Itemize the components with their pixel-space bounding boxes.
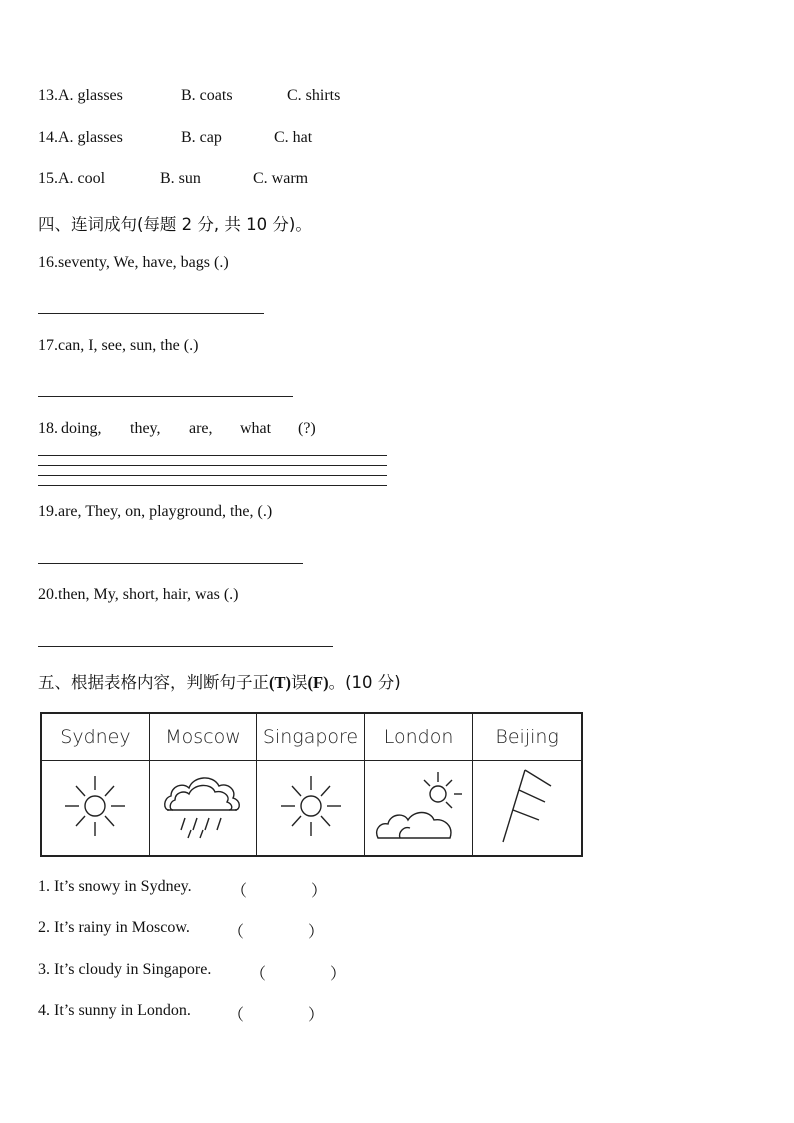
- item-18: [38, 420, 398, 440]
- weather-cell-singapore: [257, 761, 365, 857]
- city-header-sydney: Sydney: [41, 713, 149, 761]
- option-a: A. glasses: [58, 129, 123, 146]
- item-19: [38, 503, 272, 521]
- sun-cloud-icon: [374, 766, 464, 846]
- item-number: 18.: [38, 420, 58, 437]
- option-b: B. cap: [181, 129, 222, 146]
- option-a: A. cool: [58, 170, 106, 187]
- question-13: [38, 87, 341, 105]
- option-b: B. coats: [181, 87, 233, 104]
- answer-line-19[interactable]: [38, 563, 303, 564]
- answer-line-20[interactable]: [38, 646, 333, 647]
- city-header-beijing: Beijing: [473, 713, 582, 761]
- question-number: 13.: [38, 87, 58, 104]
- answer-paren-1[interactable]: （ ）: [231, 883, 328, 900]
- question-number: 15.: [38, 170, 58, 187]
- title-false-mark: (F): [307, 673, 329, 692]
- statement-text: 4. It’s sunny in London.: [38, 1002, 191, 1019]
- writing-line[interactable]: [38, 465, 387, 466]
- item-20: [38, 586, 239, 604]
- statement-text: 3. It’s cloudy in Singapore.: [38, 961, 212, 978]
- writing-line[interactable]: [38, 455, 387, 456]
- statement-2: [38, 919, 190, 937]
- statement-4: [38, 1002, 191, 1020]
- city-header-london: London: [364, 713, 472, 761]
- weather-cell-beijing: [473, 761, 582, 857]
- answer-paren-2[interactable]: （ ）: [228, 924, 325, 941]
- item-words: seventy, We, have, bags (.): [58, 254, 229, 271]
- item-words: are, They, on, playground, the, (.): [58, 503, 273, 520]
- item-words: can, I, see, sun, the (.): [58, 337, 199, 354]
- option-c: C. warm: [253, 170, 309, 187]
- rain-cloud-icon: [161, 766, 245, 846]
- wind-flag-icon: [495, 766, 559, 846]
- item-number: 17.: [38, 337, 58, 354]
- writing-line[interactable]: [38, 485, 387, 486]
- item-17: [38, 337, 198, 355]
- weather-cell-sydney: [41, 761, 149, 857]
- statement-text: 1. It’s snowy in Sydney.: [38, 878, 192, 895]
- title-text: 误: [291, 673, 308, 692]
- answer-paren-4[interactable]: （ ）: [228, 1007, 325, 1024]
- writing-line[interactable]: [38, 475, 387, 476]
- statement-1: [38, 878, 192, 896]
- question-number: 14.: [38, 129, 58, 146]
- city-header-moscow: Moscow: [149, 713, 256, 761]
- word-4: what: [240, 420, 272, 437]
- title-true-mark: (T): [269, 673, 291, 692]
- title-text: 。(10 分): [328, 673, 401, 692]
- section-5-title: [38, 669, 401, 693]
- city-header-singapore: Singapore: [257, 713, 365, 761]
- word-1: doing,: [61, 420, 102, 437]
- option-b: B. sun: [160, 170, 201, 187]
- weather-cell-moscow: [149, 761, 256, 857]
- statement-3: [38, 961, 211, 979]
- item-number: 20.: [38, 586, 58, 603]
- option-c: C. hat: [274, 129, 313, 146]
- option-a: A. glasses: [58, 87, 123, 104]
- item-number: 19.: [38, 503, 58, 520]
- title-text: 五、根据表格内容，判断句子正: [38, 673, 269, 692]
- word-5: (?): [298, 420, 316, 437]
- sun-icon: [63, 766, 127, 846]
- weather-cell-london: [364, 761, 472, 857]
- answer-line-16[interactable]: [38, 313, 264, 314]
- sun-icon: [279, 766, 343, 846]
- weather-table: [40, 712, 583, 857]
- item-16: [38, 254, 229, 272]
- question-14: [38, 129, 313, 147]
- answer-line-17[interactable]: [38, 396, 293, 397]
- section-4-title: 四、连词成句(每题 2 分, 共 10 分)。: [38, 215, 312, 234]
- statement-text: 2. It’s rainy in Moscow.: [38, 919, 190, 936]
- answer-paren-3[interactable]: （ ）: [250, 966, 347, 983]
- question-15: [38, 170, 309, 188]
- item-number: 16.: [38, 254, 58, 271]
- option-c: C. shirts: [287, 87, 341, 104]
- word-3: are,: [189, 420, 213, 437]
- item-words: then, My, short, hair, was (.): [58, 586, 239, 603]
- word-2: they,: [130, 420, 161, 437]
